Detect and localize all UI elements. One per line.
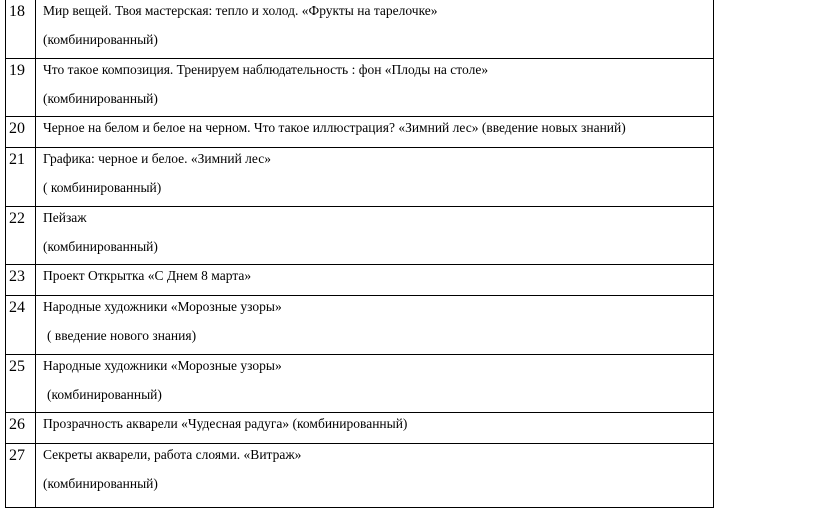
lesson-topic: [36, 265, 714, 296]
lesson-type-line: (комбинированный): [43, 476, 158, 491]
table-row: [6, 265, 714, 296]
lesson-topic: [36, 0, 714, 59]
lesson-topic: [36, 207, 714, 265]
lesson-type-line: (комбинированный): [43, 91, 158, 106]
table-row: [6, 296, 714, 355]
table-row: [6, 355, 714, 413]
table-row: [6, 117, 714, 148]
lesson-topic: [36, 355, 714, 413]
lesson-topic-line: Мир вещей. Твоя мастерская: тепло и холод. «Фрукты на тарелочке»: [43, 3, 438, 18]
lesson-number: 23: [6, 265, 36, 296]
lesson-type-line: ( комбинированный): [43, 180, 162, 195]
table-row: [6, 0, 714, 59]
table-row: [6, 148, 714, 207]
lesson-topic-line: Черное на белом и белое на черном. Что такое иллюстрация? «Зимний лес» (введение новых знаний): [43, 120, 626, 135]
lesson-number: 21: [6, 148, 36, 207]
lesson-topic-line: Прозрачность акварели «Чудесная радуга» (комбинированный): [43, 416, 408, 431]
lesson-type-line: (комбинированный): [47, 387, 162, 402]
lesson-topic: [36, 148, 714, 207]
lesson-number: 20: [6, 117, 36, 148]
table-row: [6, 444, 714, 508]
lesson-topic: [36, 444, 714, 508]
lesson-number: 24: [6, 296, 36, 355]
lesson-type-line: (комбинированный): [43, 239, 158, 254]
table-row: [6, 207, 714, 265]
table-row: [6, 413, 714, 444]
table-row: [6, 59, 714, 117]
lesson-number: 25: [6, 355, 36, 413]
lesson-topic-line: Проект Открытка «С Днем 8 марта»: [43, 268, 252, 283]
lesson-plan-table: [5, 0, 714, 508]
lesson-type-line: ( введение нового знания): [47, 328, 197, 343]
lesson-number: 18: [6, 0, 36, 59]
lesson-topic-line: Пейзаж: [43, 210, 87, 225]
lesson-topic-line: Секреты акварели, работа слоями. «Витраж»: [43, 447, 302, 462]
lesson-topic-line: Графика: черное и белое. «Зимний лес»: [43, 151, 271, 166]
lesson-topic-line: Народные художники «Морозные узоры»: [43, 358, 282, 373]
lesson-topic: [36, 413, 714, 444]
lesson-type-line: (комбинированный): [43, 32, 158, 47]
lesson-topic: [36, 117, 714, 148]
lesson-topic: [36, 296, 714, 355]
lesson-number: 22: [6, 207, 36, 265]
lesson-number: 27: [6, 444, 36, 508]
lesson-number: 26: [6, 413, 36, 444]
lesson-topic-line: Народные художники «Морозные узоры»: [43, 299, 282, 314]
lesson-topic-line: Что такое композиция. Тренируем наблюдательность : фон «Плоды на столе»: [43, 62, 489, 77]
lesson-topic: [36, 59, 714, 117]
lesson-number: 19: [6, 59, 36, 117]
